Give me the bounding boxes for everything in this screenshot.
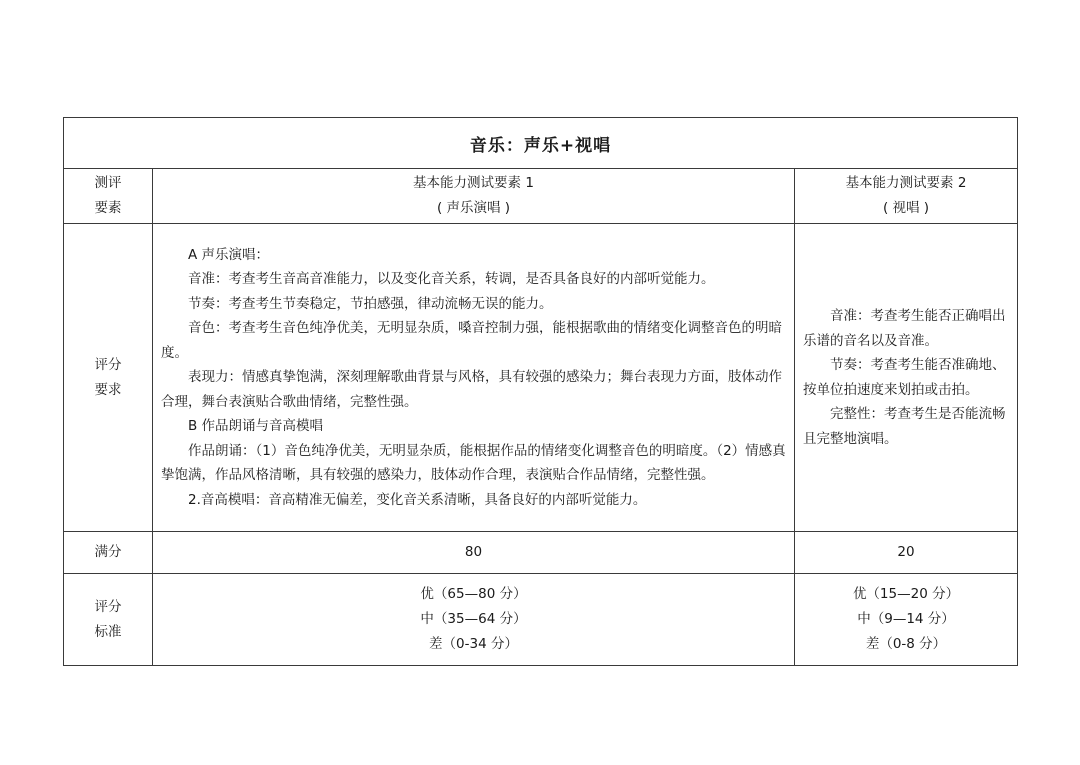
standard-col2-excellent: 优（15—20 分）: [852, 586, 960, 602]
scoring-table: [63, 117, 1018, 666]
requirements-row: [64, 224, 1018, 532]
table-title: 音乐：声乐+视唱: [64, 118, 1018, 169]
standard-col2-medium: 中（9—14 分）: [857, 611, 955, 627]
full-score-col2: 20: [795, 532, 1018, 574]
header-col2-line1: 基本能力测试要素 2: [845, 175, 967, 191]
req1-timbre: 音色：考查考生音色纯净优美，无明显杂质，嗓音控制力强，能根据歌曲的情绪变化调整音色的明暗度。: [161, 320, 782, 361]
standard-col1-excellent: 优（65—80 分）: [420, 586, 527, 602]
req1-pitch-imitation: 2.音高模唱：音高精准无偏差，变化音关系清晰，具备良好的内部听觉能力。: [188, 491, 647, 508]
standard-col2-poor: 差（0-8 分）: [865, 636, 947, 652]
req1-pitch: 音准：考查考生音高音准能力，以及变化音关系，转调，是否具备良好的内部听觉能力。: [188, 271, 715, 288]
req2-completeness: 完整性：考查考生是否能流畅且完整地演唱。: [803, 406, 1006, 447]
req1-recitation: 作品朗诵：（1）音色纯净优美，无明显杂质，能根据作品的情绪变化调整音色的明暗度。（2）情感真挚饱满，作品风格清晰，具有较强的感染力，肢体动作合理，表演贴合作品情绪，完整性强。: [161, 442, 786, 484]
req2-rhythm: 节奏：考查考生能否准确地、按单位拍速度来划拍或击拍。: [803, 357, 1006, 398]
full-score-label: 满分: [64, 532, 153, 574]
standard-row: [64, 574, 1018, 666]
standard-label-line1: 评分: [94, 598, 122, 615]
standard-col1-poor: 差（0-34 分）: [429, 636, 518, 652]
req2-pitch: 音准：考查考生能否正确唱出乐谱的音名以及音准。: [803, 308, 1006, 349]
requirements-label-line1: 评分: [94, 356, 122, 373]
header-row: [64, 169, 1018, 224]
header-col1-line1: 基本能力测试要素 1: [413, 175, 534, 191]
header-col2-cell: [795, 169, 1018, 224]
req1-section-b-heading: B 作品朗诵与音高模唱: [188, 418, 324, 435]
requirements-col2-cell: [795, 224, 1018, 532]
header-label-line1: 测评: [94, 175, 122, 191]
full-score-col1: 80: [153, 532, 795, 574]
header-col1-line2: ( 声乐演唱 ): [436, 200, 511, 216]
header-label-line2: 要素: [94, 200, 122, 216]
full-score-row: [64, 532, 1018, 574]
requirements-label-cell: [64, 224, 153, 532]
req1-rhythm: 节奏：考查考生节奏稳定，节拍感强，律动流畅无误的能力。: [188, 295, 553, 312]
header-col1-cell: [153, 169, 795, 224]
standard-col2-cell: [795, 574, 1018, 666]
requirements-col1-cell: [153, 224, 795, 532]
standard-label-line2: 标准: [94, 623, 122, 640]
req1-section-a-heading: A 声乐演唱：: [188, 246, 270, 263]
standard-label-cell: [64, 574, 153, 666]
title-row: [64, 118, 1018, 169]
standard-col1-cell: [153, 574, 795, 666]
header-label-cell: [64, 169, 153, 224]
req1-expression: 表现力：情感真挚饱满，深刻理解歌曲背景与风格，具有较强的感染力；舞台表现力方面，肢体动作合理，舞台表演贴合歌曲情绪，完整性强。: [161, 369, 782, 410]
requirements-label-line2: 要求: [94, 381, 122, 398]
header-col2-line2: ( 视唱 ): [882, 200, 930, 216]
standard-col1-medium: 中（35—64 分）: [420, 611, 527, 627]
